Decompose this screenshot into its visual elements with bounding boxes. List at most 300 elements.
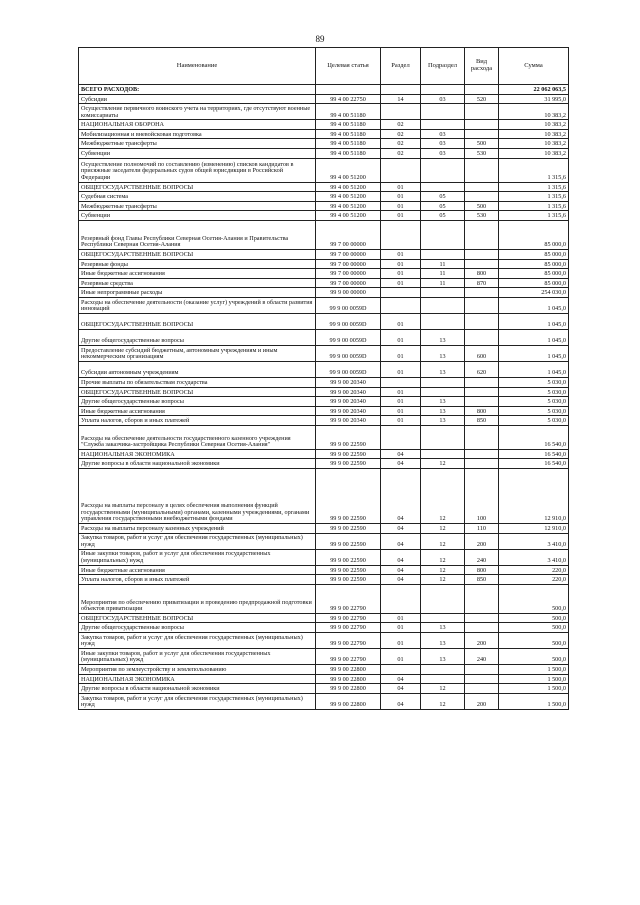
cell-section: 01 (381, 416, 421, 426)
table-row (79, 313, 569, 329)
cell-sum: 85 000,0 (499, 278, 569, 288)
cell-section: 01 (381, 361, 421, 377)
cell-article: 99 9 00 22590 (316, 575, 381, 585)
cell-article: 99 9 00 20340 (316, 377, 381, 387)
cell-sum: 1 500,0 (499, 674, 569, 684)
cell-subsection (421, 104, 465, 120)
page-number: 89 (315, 34, 325, 44)
cell-kind (465, 449, 499, 459)
cell-name: Межбюджетные трансферты (79, 139, 316, 149)
cell-name: Резервный фонд Главы Республики Северная Осетия-Алания и Правительства Республики Северная Осетия-Алания (79, 220, 316, 249)
cell-subsection: 13 (421, 345, 465, 361)
cell-article: 99 4 00 51200 (316, 192, 381, 202)
cell-kind (465, 120, 499, 130)
cell-kind (465, 220, 499, 249)
cell-sum: 85 000,0 (499, 269, 569, 279)
cell-article: 99 9 00 22790 (316, 649, 381, 665)
cell-article: 99 4 00 51180 (316, 129, 381, 139)
table-row (79, 575, 569, 585)
table-row (79, 469, 569, 524)
cell-article: 99 7 00 00000 (316, 278, 381, 288)
cell-sum: 3 410,0 (499, 533, 569, 549)
cell-name: ОБЩЕГОСУДАРСТВЕННЫЕ ВОПРОСЫ (79, 313, 316, 329)
table-row (79, 345, 569, 361)
cell-subsection: 12 (421, 459, 465, 469)
cell-article: 99 9 00 22590 (316, 533, 381, 549)
cell-section: 01 (381, 623, 421, 633)
table-header-row (79, 48, 569, 85)
table-row (79, 459, 569, 469)
cell-name: Иные бюджетные ассигнования (79, 269, 316, 279)
cell-kind (465, 684, 499, 694)
cell-kind (465, 329, 499, 345)
cell-kind: 200 (465, 693, 499, 709)
cell-subsection (421, 613, 465, 623)
cell-article: 99 4 00 51180 (316, 120, 381, 130)
cell-name: Иные закупки товаров, работ и услуг для обеспечения государственных (муниципальных) нужд (79, 649, 316, 665)
cell-article: 99 7 00 00000 (316, 259, 381, 269)
table-row (79, 211, 569, 221)
cell-section: 02 (381, 148, 421, 158)
table-row (79, 533, 569, 549)
table-row (79, 249, 569, 259)
table-row (79, 665, 569, 675)
cell-section (381, 288, 421, 298)
cell-sum: 500,0 (499, 633, 569, 649)
cell-section (381, 220, 421, 249)
cell-kind: 500 (465, 201, 499, 211)
cell-subsection: 12 (421, 469, 465, 524)
cell-name: Другие общегосударственные вопросы (79, 623, 316, 633)
header-kind: Вид расхода (465, 48, 499, 85)
cell-section: 01 (381, 201, 421, 211)
cell-kind (465, 377, 499, 387)
cell-name: ОБЩЕГОСУДАРСТВЕННЫЕ ВОПРОСЫ (79, 182, 316, 192)
table-row (79, 278, 569, 288)
cell-section: 01 (381, 397, 421, 407)
cell-sum: 10 383,2 (499, 148, 569, 158)
cell-sum: 500,0 (499, 613, 569, 623)
cell-article: 99 9 00 22800 (316, 684, 381, 694)
cell-subsection: 05 (421, 211, 465, 221)
cell-name: Субвенции (79, 211, 316, 221)
cell-sum: 10 383,2 (499, 129, 569, 139)
header-sum: Сумма (499, 48, 569, 85)
cell-sum: 1 045,0 (499, 345, 569, 361)
cell-article: 99 9 00 22800 (316, 693, 381, 709)
cell-kind (465, 104, 499, 120)
cell-sum: 220,0 (499, 575, 569, 585)
cell-kind (465, 584, 499, 613)
cell-kind (465, 192, 499, 202)
cell-kind (465, 182, 499, 192)
cell-sum: 16 540,0 (499, 425, 569, 449)
cell-name: ОБЩЕГОСУДАРСТВЕННЫЕ ВОПРОСЫ (79, 387, 316, 397)
cell-name: Судебная система (79, 192, 316, 202)
table-row (79, 288, 569, 298)
cell-sum: 22 062 063,5 (499, 85, 569, 95)
cell-section: 01 (381, 211, 421, 221)
table-row (79, 361, 569, 377)
cell-sum: 12 910,0 (499, 524, 569, 534)
cell-sum: 1 045,0 (499, 329, 569, 345)
cell-name: Резервные средства (79, 278, 316, 288)
cell-section: 01 (381, 345, 421, 361)
cell-sum: 500,0 (499, 623, 569, 633)
cell-sum: 1 315,6 (499, 201, 569, 211)
cell-section: 01 (381, 182, 421, 192)
cell-article: 99 4 00 51200 (316, 182, 381, 192)
cell-name: Субсидии автономным учреждениям (79, 361, 316, 377)
cell-sum: 85 000,0 (499, 220, 569, 249)
cell-subsection: 05 (421, 192, 465, 202)
table-row (79, 649, 569, 665)
cell-subsection: 03 (421, 94, 465, 104)
cell-section: 02 (381, 120, 421, 130)
cell-section: 01 (381, 406, 421, 416)
cell-subsection (421, 584, 465, 613)
cell-sum: 85 000,0 (499, 259, 569, 269)
cell-sum: 16 540,0 (499, 449, 569, 459)
table-row (79, 633, 569, 649)
cell-name: Мероприятия по обеспечению приватизации и проведению предпродажной подготовки объектов приватизации (79, 584, 316, 613)
cell-sum: 254 030,0 (499, 288, 569, 298)
cell-subsection: 12 (421, 549, 465, 565)
cell-sum: 16 540,0 (499, 459, 569, 469)
cell-kind: 100 (465, 469, 499, 524)
cell-subsection: 12 (421, 565, 465, 575)
table-row (79, 329, 569, 345)
cell-article: 99 9 00 0059D (316, 361, 381, 377)
cell-name: Другие общегосударственные вопросы (79, 329, 316, 345)
cell-section: 04 (381, 469, 421, 524)
cell-kind (465, 613, 499, 623)
cell-kind (465, 397, 499, 407)
cell-kind (465, 623, 499, 633)
cell-section: 01 (381, 278, 421, 288)
cell-kind: 240 (465, 549, 499, 565)
cell-section (381, 425, 421, 449)
cell-sum: 1 045,0 (499, 313, 569, 329)
cell-kind: 110 (465, 524, 499, 534)
table-row (79, 201, 569, 211)
cell-kind: 530 (465, 211, 499, 221)
cell-subsection (421, 249, 465, 259)
cell-sum: 1 500,0 (499, 684, 569, 694)
cell-section: 04 (381, 533, 421, 549)
cell-sum: 1 315,6 (499, 158, 569, 182)
cell-article: 99 9 00 22590 (316, 469, 381, 524)
table-row (79, 94, 569, 104)
cell-kind (465, 313, 499, 329)
cell-subsection (421, 220, 465, 249)
cell-kind: 520 (465, 94, 499, 104)
cell-article: 99 9 00 0059D (316, 313, 381, 329)
table-row (79, 387, 569, 397)
cell-kind: 500 (465, 139, 499, 149)
cell-sum: 500,0 (499, 649, 569, 665)
cell-subsection: 13 (421, 361, 465, 377)
cell-kind: 870 (465, 278, 499, 288)
cell-kind (465, 129, 499, 139)
cell-subsection: 12 (421, 684, 465, 694)
cell-name: Расходы на выплаты персоналу казенных учреждений (79, 524, 316, 534)
table-row (79, 693, 569, 709)
header-article: Целевая статья (316, 48, 381, 85)
cell-section (381, 665, 421, 675)
cell-name: Межбюджетные трансферты (79, 201, 316, 211)
cell-sum: 10 383,2 (499, 104, 569, 120)
cell-article: 99 9 00 22790 (316, 584, 381, 613)
cell-name: НАЦИОНАЛЬНАЯ ЭКОНОМИКА (79, 449, 316, 459)
cell-name: Закупка товаров, работ и услуг для обеспечения государственных (муниципальных) нужд (79, 533, 316, 549)
table-row (79, 623, 569, 633)
cell-name: Мобилизационная и вневойсковая подготовка (79, 129, 316, 139)
cell-sum: 5 030,0 (499, 416, 569, 426)
cell-kind: 530 (465, 148, 499, 158)
cell-section: 14 (381, 94, 421, 104)
cell-name: ВСЕГО РАСХОДОВ: (79, 85, 316, 95)
cell-sum: 220,0 (499, 565, 569, 575)
table-row (79, 377, 569, 387)
cell-subsection (421, 425, 465, 449)
cell-name: Осуществление первичного воинского учета на территориях, где отсутствуют военные комиссариаты (79, 104, 316, 120)
cell-section: 04 (381, 565, 421, 575)
table-row (79, 613, 569, 623)
cell-sum: 1 315,6 (499, 192, 569, 202)
cell-name: НАЦИОНАЛЬНАЯ ОБОРОНА (79, 120, 316, 130)
cell-article: 99 9 00 22590 (316, 425, 381, 449)
cell-kind (465, 665, 499, 675)
cell-subsection: 12 (421, 693, 465, 709)
cell-section: 04 (381, 449, 421, 459)
cell-name: Прочие выплаты по обязательствам государства (79, 377, 316, 387)
cell-subsection: 13 (421, 416, 465, 426)
table-row (79, 259, 569, 269)
table-row (79, 192, 569, 202)
table-row (79, 524, 569, 534)
cell-section: 01 (381, 313, 421, 329)
cell-subsection: 13 (421, 406, 465, 416)
cell-name: Закупка товаров, работ и услуг для обеспечения государственных (муниципальных) нужд (79, 693, 316, 709)
table-row (79, 297, 569, 313)
table-row (79, 148, 569, 158)
cell-name: Субвенции (79, 148, 316, 158)
table-row (79, 129, 569, 139)
cell-article: 99 9 00 22590 (316, 549, 381, 565)
table-row (79, 549, 569, 565)
cell-article: 99 9 00 20340 (316, 397, 381, 407)
cell-kind (465, 85, 499, 95)
budget-table (78, 47, 569, 710)
cell-name: НАЦИОНАЛЬНАЯ ЭКОНОМИКА (79, 674, 316, 684)
cell-sum: 10 383,2 (499, 120, 569, 130)
cell-subsection (421, 85, 465, 95)
cell-kind (465, 297, 499, 313)
cell-name: Уплата налогов, сборов и иных платежей (79, 575, 316, 585)
cell-sum: 1 045,0 (499, 361, 569, 377)
cell-subsection: 13 (421, 623, 465, 633)
cell-sum: 5 030,0 (499, 377, 569, 387)
cell-sum: 5 030,0 (499, 397, 569, 407)
cell-article: 99 9 00 22590 (316, 459, 381, 469)
cell-name: Иные закупки товаров, работ и услуг для обеспечения государственных (муниципальных) нужд (79, 549, 316, 565)
header-subsection: Подраздел (421, 48, 465, 85)
cell-sum: 85 000,0 (499, 249, 569, 259)
cell-sum: 10 383,2 (499, 139, 569, 149)
cell-sum: 500,0 (499, 584, 569, 613)
cell-section: 04 (381, 459, 421, 469)
cell-name: Субсидии (79, 94, 316, 104)
cell-section: 01 (381, 249, 421, 259)
cell-article: 99 9 00 22590 (316, 524, 381, 534)
table-row (79, 449, 569, 459)
cell-subsection: 03 (421, 148, 465, 158)
cell-name: Резервные фонды (79, 259, 316, 269)
cell-article: 99 9 00 22790 (316, 613, 381, 623)
cell-subsection (421, 158, 465, 182)
cell-name: Расходы на обеспечение деятельности государственного казенного учреждения "Служба заказчика-застройщика Республики Северная Осетия-Алания" (79, 425, 316, 449)
cell-name: Другие общегосударственные вопросы (79, 397, 316, 407)
cell-subsection: 11 (421, 259, 465, 269)
cell-section: 04 (381, 674, 421, 684)
cell-subsection (421, 377, 465, 387)
cell-article: 99 9 00 0059D (316, 297, 381, 313)
table-row (79, 684, 569, 694)
cell-kind: 850 (465, 416, 499, 426)
cell-article: 99 7 00 00000 (316, 249, 381, 259)
table-row (79, 397, 569, 407)
cell-kind: 600 (465, 345, 499, 361)
cell-subsection: 11 (421, 269, 465, 279)
cell-kind (465, 288, 499, 298)
cell-subsection: 12 (421, 533, 465, 549)
table-row (79, 269, 569, 279)
cell-kind: 800 (465, 406, 499, 416)
cell-name: ОБЩЕГОСУДАРСТВЕННЫЕ ВОПРОСЫ (79, 249, 316, 259)
cell-name: Иные непрограммные расходы (79, 288, 316, 298)
header-section: Раздел (381, 48, 421, 85)
cell-name: ОБЩЕГОСУДАРСТВЕННЫЕ ВОПРОСЫ (79, 613, 316, 623)
table-row (79, 220, 569, 249)
cell-name: Расходы на обеспечение деятельности (оказание услуг) учреждений в области развития инноваций (79, 297, 316, 313)
cell-article: 99 4 00 51200 (316, 211, 381, 221)
table-row (79, 120, 569, 130)
cell-subsection: 11 (421, 278, 465, 288)
table-row (79, 584, 569, 613)
table-row (79, 416, 569, 426)
cell-name: Предоставление субсидий бюджетным, автономным учреждениям и иным некоммерческим организациям (79, 345, 316, 361)
cell-section (381, 85, 421, 95)
cell-kind (465, 674, 499, 684)
cell-name: Другие вопросы в области национальной экономики (79, 684, 316, 694)
cell-subsection (421, 665, 465, 675)
cell-section: 01 (381, 192, 421, 202)
cell-article: 99 9 00 20340 (316, 416, 381, 426)
cell-subsection: 13 (421, 329, 465, 345)
cell-section (381, 158, 421, 182)
cell-article: 99 9 00 0059D (316, 345, 381, 361)
cell-article: 99 9 00 00000 (316, 288, 381, 298)
cell-article: 99 9 00 22590 (316, 565, 381, 575)
cell-section (381, 104, 421, 120)
cell-name: Мероприятия по землеустройству и землепользованию (79, 665, 316, 675)
cell-article: 99 4 00 51200 (316, 201, 381, 211)
cell-subsection: 03 (421, 129, 465, 139)
cell-kind: 240 (465, 649, 499, 665)
cell-kind (465, 249, 499, 259)
cell-kind: 200 (465, 633, 499, 649)
cell-article: 99 9 00 22790 (316, 623, 381, 633)
cell-sum: 31 995,0 (499, 94, 569, 104)
cell-subsection: 03 (421, 139, 465, 149)
header-name: Наименование (79, 48, 316, 85)
cell-section: 02 (381, 139, 421, 149)
cell-section: 04 (381, 524, 421, 534)
cell-article: 99 4 00 51200 (316, 158, 381, 182)
cell-section: 01 (381, 387, 421, 397)
cell-subsection: 13 (421, 633, 465, 649)
cell-article: 99 4 00 51180 (316, 139, 381, 149)
cell-kind: 620 (465, 361, 499, 377)
cell-article: 99 7 00 00000 (316, 269, 381, 279)
cell-section: 02 (381, 129, 421, 139)
cell-section: 04 (381, 693, 421, 709)
table-row (79, 565, 569, 575)
cell-sum: 1 500,0 (499, 665, 569, 675)
cell-subsection: 13 (421, 649, 465, 665)
cell-section: 01 (381, 329, 421, 345)
cell-name: Закупка товаров, работ и услуг для обеспечения государственных (муниципальных) нужд (79, 633, 316, 649)
cell-name: Осуществление полномочий по составлению (изменению) списков кандидатов в присяжные заседатели федеральных судов общей юрисдикции в Российской Федерации (79, 158, 316, 182)
cell-kind: 200 (465, 533, 499, 549)
cell-subsection (421, 182, 465, 192)
cell-article: 99 9 00 22790 (316, 633, 381, 649)
cell-section: 01 (381, 633, 421, 649)
cell-sum: 12 910,0 (499, 469, 569, 524)
cell-section: 01 (381, 649, 421, 665)
cell-name: Иные бюджетные ассигнования (79, 406, 316, 416)
table-row (79, 674, 569, 684)
cell-article (316, 85, 381, 95)
cell-section: 01 (381, 613, 421, 623)
cell-subsection: 12 (421, 524, 465, 534)
cell-subsection (421, 313, 465, 329)
cell-sum: 1 045,0 (499, 297, 569, 313)
cell-name: Другие вопросы в области национальной экономики (79, 459, 316, 469)
cell-section: 01 (381, 269, 421, 279)
table-row (79, 406, 569, 416)
cell-subsection: 13 (421, 397, 465, 407)
table-row (79, 104, 569, 120)
cell-kind (465, 259, 499, 269)
cell-article: 99 7 00 00000 (316, 220, 381, 249)
cell-sum: 1 315,6 (499, 211, 569, 221)
cell-article: 99 9 00 22800 (316, 665, 381, 675)
cell-kind (465, 459, 499, 469)
cell-subsection (421, 449, 465, 459)
cell-kind (465, 158, 499, 182)
cell-name: Уплата налогов, сборов и иных платежей (79, 416, 316, 426)
cell-sum: 1 500,0 (499, 693, 569, 709)
cell-name: Расходы на выплаты персоналу в целях обеспечения выполнения функций государственными (муниципальными) органами, казенными учреждениями, органами управления государственными внебюджетными фондами (79, 469, 316, 524)
cell-article: 99 9 00 22590 (316, 449, 381, 459)
cell-article: 99 4 00 51180 (316, 148, 381, 158)
table-row (79, 85, 569, 95)
cell-section: 04 (381, 684, 421, 694)
cell-article: 99 9 00 20340 (316, 406, 381, 416)
table-row (79, 425, 569, 449)
